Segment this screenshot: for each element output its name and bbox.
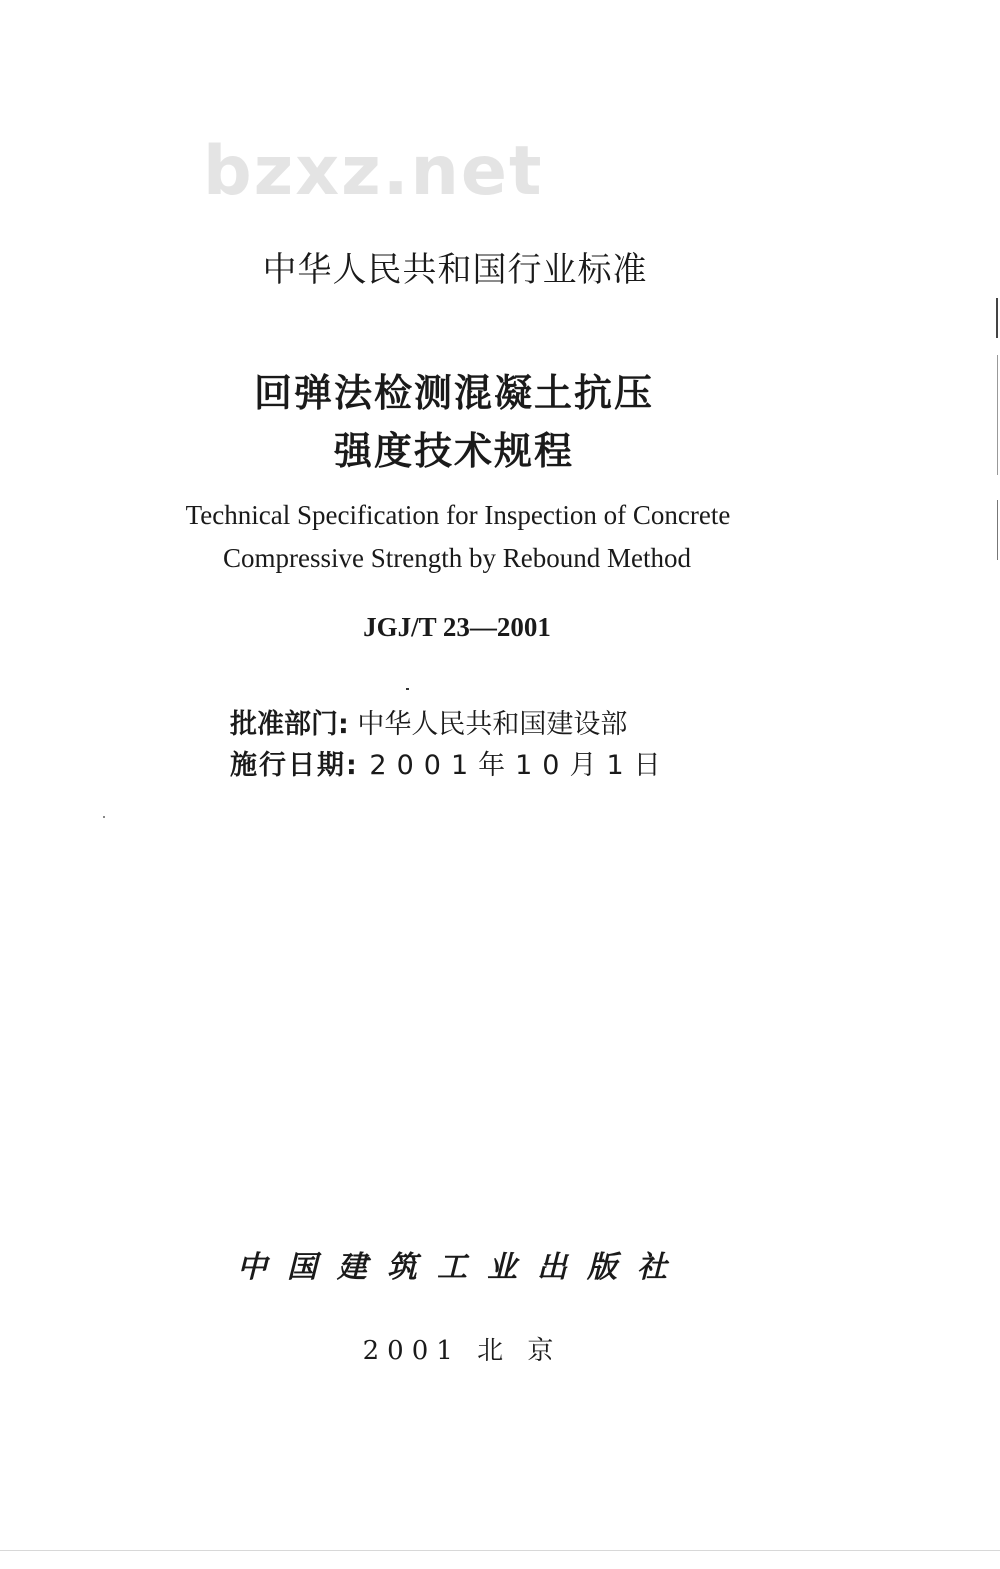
scan-bottom-edge <box>0 1550 1000 1551</box>
effective-value: 2001年10月1日 <box>369 750 671 781</box>
scan-edge-mark <box>997 500 998 560</box>
scan-speck <box>103 816 105 818</box>
publisher: 中国建筑工业出版社 <box>237 1250 687 1285</box>
title-en-line2: Compressive Strength by Rebound Method <box>223 543 691 573</box>
standard-code: JGJ/T 23—2001 <box>363 612 551 642</box>
scan-speck <box>406 688 409 690</box>
approval-value: 中华人民共和国建设部 <box>357 709 628 740</box>
place-year: 2001 北 京 <box>362 1336 562 1366</box>
approval-label: 批准部门: <box>230 709 349 740</box>
approval-line <box>230 702 627 741</box>
title-en-line1: Technical Specification for Inspection of Concrete <box>185 500 731 530</box>
effective-date-line <box>230 743 671 782</box>
title-cn-line1: 回弹法检测混凝土抗压 <box>253 371 654 415</box>
scan-edge-mark <box>996 298 998 338</box>
title-cn-line2: 强度技术规程 <box>333 429 574 473</box>
industry-standard-heading: 中华人民共和国行业标准 <box>262 250 648 290</box>
effective-label: 施行日期: <box>230 750 359 781</box>
watermark: bzxz.net <box>203 132 544 211</box>
scan-edge-mark <box>997 355 998 475</box>
